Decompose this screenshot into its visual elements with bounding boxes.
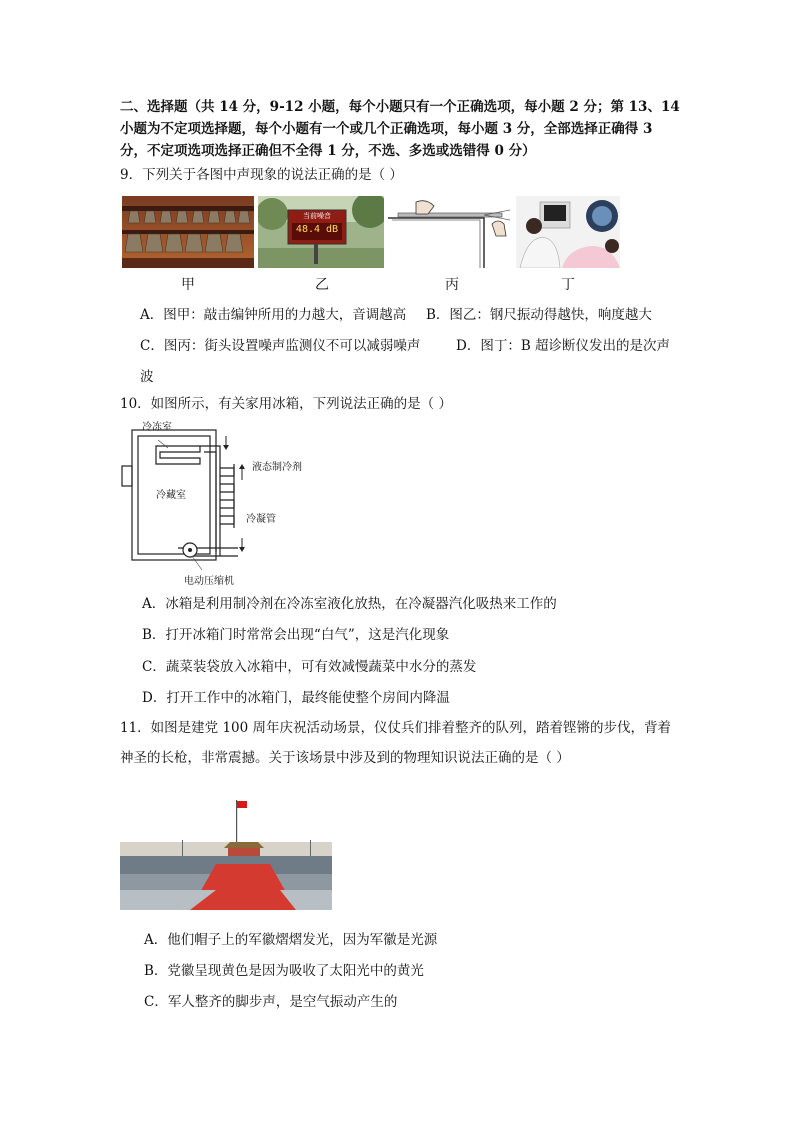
q9-option-a: A．图甲：敲击编钟所用的力越大，音调越高 [140,307,407,323]
caption-jia: 甲 [181,277,195,293]
q9-image-noise-monitor [258,196,384,268]
section-header-line-2: 小题为不定项选择题，每个小题有一个或几个正确选项，每小题 3 分，全部选择正确得 3 [120,121,653,137]
label-refrigerant: 液态制冷剂 [252,462,302,473]
q9-option-d-wrap: 波 [140,369,154,385]
q11-option-b: B．党徽呈现黄色是因为吸收了太阳光中的黄光 [144,963,424,979]
label-fridge: 冷藏室 [156,490,186,501]
q10-option-b: B．打开冰箱门时常常会出现“白气”，这是汽化现象 [142,627,450,643]
label-condenser: 冷凝管 [246,514,276,525]
section-header-line-3: 分，不定项选项选择正确但不全得 1 分，不选、多选或选错得 0 分） [120,143,536,159]
noise-sign-reading: 48.4 dB [295,224,339,235]
q9-stem: 9．下列关于各图中声现象的说法正确的是（ ） [120,167,403,183]
q9-image-bianzhong [122,196,254,268]
q11-option-a: A．他们帽子上的军徽熠熠发光，因为军徽是光源 [144,932,438,948]
q9-image-steel-ruler [388,196,512,268]
q11-stem-line-2: 神圣的长枪，非常震撼。关于该场景中涉及到的物理知识说法正确的是（ ） [120,750,570,766]
label-freezer: 冷冻室 [142,422,172,433]
q11-image-ceremony [120,792,332,910]
q11-option-c: C．军人整齐的脚步声，是空气振动产生的 [144,994,398,1010]
q11-stem-line-1: 11．如图是建党 100 周年庆祝活动场景，仪仗兵们排着整齐的队列，踏着铿锵的步伐，背着 [120,720,672,736]
q9-image-ultrasound [516,196,620,268]
q10-option-c: C．蔬菜装袋放入冰箱中，可有效减慢蔬菜中水分的蒸发 [142,659,477,675]
caption-ding: 丁 [561,277,575,293]
noise-sign-title: 当前噪音 [303,212,331,220]
q9-option-b: B．图乙：钢尺振动得越快，响度越大 [426,307,652,323]
label-compressor: 电动压缩机 [184,576,234,587]
q10-option-a: A．冰箱是利用制冷剂在冷冻室液化放热，在冷凝器汽化吸热来工作的 [142,596,557,612]
caption-bing: 丙 [445,277,459,293]
q10-stem: 10．如图所示，有关家用冰箱，下列说法正确的是（ ） [120,396,452,412]
q9-option-c: C．图丙：街头设置噪声监测仪不可以减弱噪声 [140,338,421,354]
q9-option-d: D．图丁：B 超诊断仪发出的是次声 [456,338,671,354]
q10-fridge-diagram [118,418,318,588]
section-header-line-1: 二、选择题（共 14 分，9-12 小题，每个小题只有一个正确选项，每小题 2 分；第 13、14 [120,99,680,115]
caption-yi: 乙 [315,277,329,293]
q10-option-d: D．打开工作中的冰箱门，最终能使整个房间内降温 [142,690,450,706]
